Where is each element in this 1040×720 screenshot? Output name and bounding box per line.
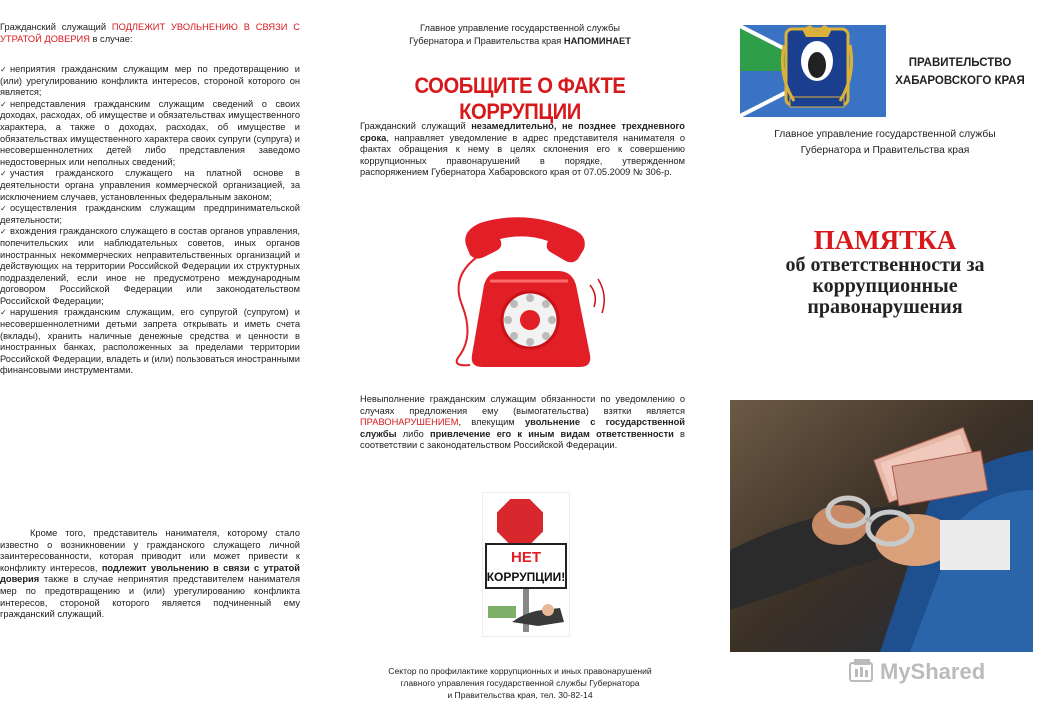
list-item: ✓ осуществления гражданским служащим предпринимательской деятельности; [0,203,300,225]
subtitle-line: об ответственности за [785,254,985,276]
violation-highlight: ПРАВОНАРУШЕНИЕМ [360,417,459,428]
brochure-title [730,225,1040,318]
checkmark-icon: ✓ [0,227,7,237]
list-item: ✓ неприятия гражданским служащим мер по предотвращению и (или) урегулированию конфликта интересов, стороной которого он является; [0,64,300,98]
reminder-header: Главное управление государственной службы Губернатора и Правительства края НАПОМИНАЕТ [409,23,631,46]
subtitle-line: коррупционные [812,275,958,297]
dismissal-highlight: ПОДЛЕЖИТ УВОЛЬНЕНИЮ В СВЯЗИ С УТРАТОЙ ДОВЕРИЯ [0,22,300,44]
left-column [0,0,300,720]
subtitle-line: правонарушения [807,296,963,318]
watermark: MyShared [848,657,1018,687]
notification-paragraph: Гражданский служащий незамедлительно, не позднее трехдневного срока, направляет уведомление в адрес представителя нанимателя о фактах обращения к нему в целях склонения его к совершению коррупционных правонарушений в порядке, утвержденном распоряжением Губернатора Хабаровского края от 07.05.2009 № 306-р. [360,121,685,178]
middle-column [355,0,685,720]
footer-contacts: Сектор по профилактике коррупционных и иных правонарушений главного управления государственной службы Губернатора и Правительства края, тел. 30-82-14 [388,666,652,700]
list-item: ✓ вхождения гражданского служащего в состав органов управления, попечительских или наблюдательных советов, иных органов иностранных некоммерческих неправительственных организаций и действующих на территории Российской Федерации их структурных подразделений, если иное не предусмотрено международным договором Российской Федерации или законодательством Российской Федерации; [0,226,300,306]
department-name: Главное управление государственной службы Губернатора и Правительства края [774,129,996,156]
checkmark-icon: ✓ [0,308,7,318]
dismissal-intro [0,22,300,45]
government-title: ПРАВИТЕЛЬСТВО ХАБАРОВСКОГО КРАЯ [895,57,1025,87]
intro-text: Гражданский служащий [0,22,112,32]
watermark-logo-icon [848,657,876,685]
list-item: ✓ нарушения гражданским служащим, его супругой (супругом) и несовершеннолетними детьми запрета открывать и иметь счета (вклады), хранить наличные денежные средства и ценности в иностранных банках, расположенных за пределами территории Российской Федерации, владеть и (или) пользоваться иностранными финансовыми инструментами. [0,307,300,376]
checkmark-icon: ✓ [0,169,7,179]
employer-paragraph: Кроме того, представитель нанимателя, которому стало известно о возникновении у гражданского служащего личной заинтересованности, которая приводит или может привести к конфликту интересов, подлежит увольнению в связи с утратой доверия также в случае непринятия представителем нанимателя мер по предотвращению и (или) урегулированию конфликта интересов, стороной которого является подчиненный ему гражданский служащий. [0,528,300,620]
sign-line-2: КОРРУПЦИИ! [486,570,566,584]
stop-sign-icon [482,492,570,637]
intro-tail: в случае: [89,33,133,44]
list-item: ✓ непредставления гражданским служащим сведений о своих доходах, расходах, об имуществе и обязательствах имущественного характера, а также о доходах, расходах, об имуществе и обязательствах имущественного характера своих супруги (супруга) и несовершеннолетних детей либо представления заведомо недостоверных или неполных сведений; [0,98,300,167]
handcuffs-photo [730,400,1033,652]
right-column [730,0,1040,720]
list-item: ✓ участия гражданского служащего на платной основе в деятельности органа управления коммерческой организацией, за исключением случаев, установленных федеральным законом; [0,168,300,202]
coat-of-arms-icon [738,25,886,117]
reminds-word: НАПОМИНАЕТ [563,36,631,46]
checkmark-icon: ✓ [0,204,7,214]
dismissal-reasons-list [0,64,300,377]
page-title: ПАМЯТКА [813,225,957,255]
sign-line-1: НЕТ [511,549,541,566]
report-corruption-slogan: СООБЩИТЕ О ФАКТЕ КОРРУПЦИИ [414,73,626,124]
checkmark-icon: ✓ [0,99,7,109]
telephone-icon [440,215,610,375]
violation-paragraph: Невыполнение гражданским служащим обязанности по уведомлению о случаях предложения ему (вымогательства) взятки является ПРАВОНАРУШЕНИЕМ, влекущим увольнение с государственной службы либо привлечение его к иным видам ответственности в соответствии с законодательством Российской Федерации. [360,394,686,451]
checkmark-icon: ✓ [0,65,7,74]
employer-dismissal-bold: подлежит увольнению в связи с утратой доверия [0,562,300,585]
